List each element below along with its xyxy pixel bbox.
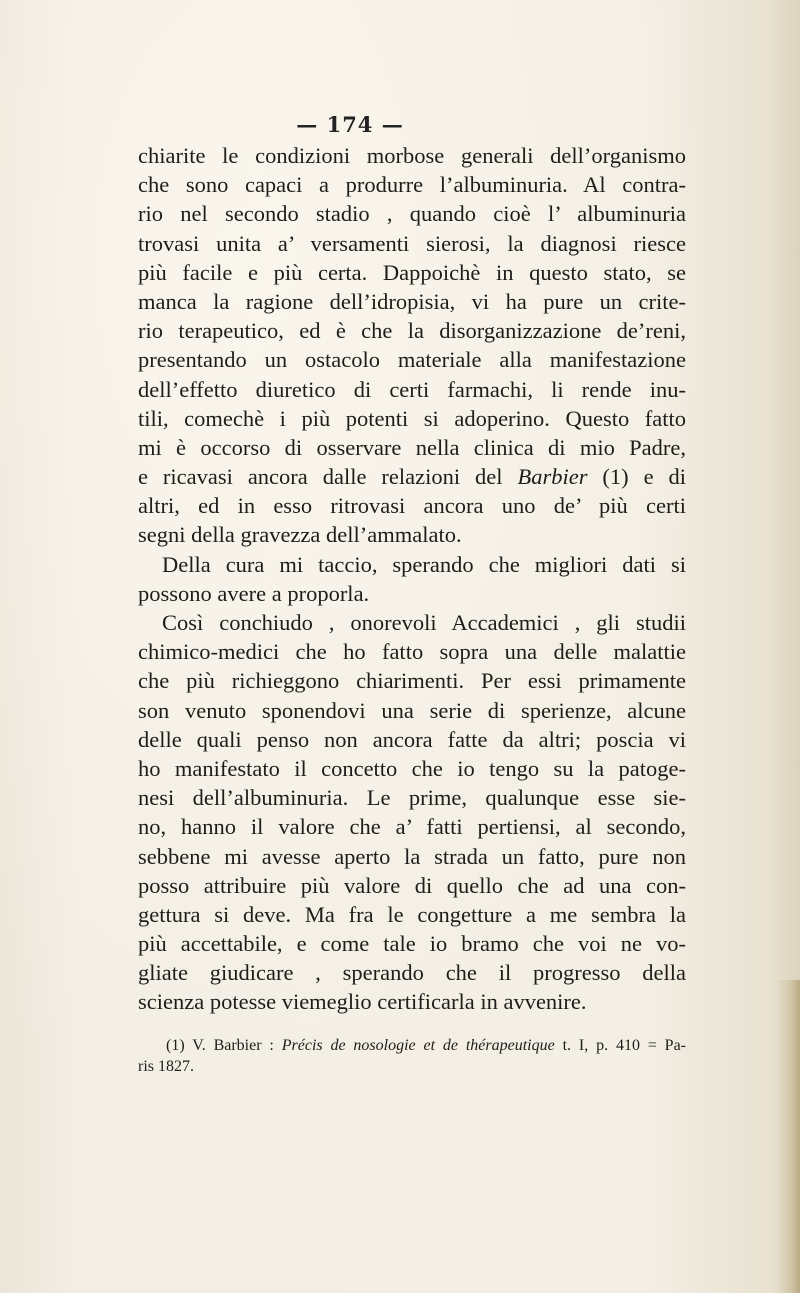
text-line: gettura si deve. Ma fra le congetture a me sembra la [138, 901, 686, 927]
body-text [138, 141, 686, 1017]
footnote-tail: t. I, p. 410 = Pa- [562, 1037, 687, 1054]
text-line: ho manifestato il concetto che io tengo su la patoge- [138, 755, 686, 781]
footnote [138, 1035, 687, 1077]
footnote-title: Précis de nosologie et de thérapeutique [281, 1037, 555, 1054]
page-number: — 174 — [296, 112, 404, 137]
page-edge-stain [776, 980, 800, 1293]
footnote-line [166, 1035, 686, 1056]
text-line: altri, ed in esso ritrovasi ancora uno de’ più certi [138, 493, 686, 519]
footnote-marker: (1) [166, 1037, 185, 1054]
text-line: segni della gravezza dell’ammalato. [138, 522, 462, 548]
cited-author: Barbier [517, 464, 588, 490]
text-line: scienza potesse viemeglio certificarla in avvenire. [138, 989, 587, 1015]
text-line: che sono capaci a produrre l’albuminuria. Al contra- [138, 172, 686, 198]
text-line: più facile e più certa. Dappoichè in questo stato, se [138, 259, 686, 285]
text-line: manca la ragione dell’idropisia, vi ha pure un crite- [138, 288, 686, 314]
text-line: possono avere a proporla. [138, 580, 370, 606]
text-line: nesi dell’albuminuria. Le prime, qualunque esse sie- [138, 785, 686, 811]
text-line: presentando un ostacolo materiale alla manifestazione [138, 347, 686, 373]
footnote-continuation: ris 1827. [138, 1058, 194, 1075]
text-line: Della cura mi taccio, sperando che migliori dati si [162, 551, 686, 577]
text-line: chimico-medici che ho fatto sopra una delle malattie [138, 639, 686, 665]
text-line: che più richieggono chiarimenti. Per essi primamente [138, 668, 686, 694]
text-line: Così conchiudo , onorevoli Accademici , gli studii [162, 610, 686, 635]
text-line: rio nel secondo stadio , quando cioè l’ albuminuria [138, 201, 686, 227]
text-line: rio terapeutico, ed è che la disorganizzazione de’reni, [138, 318, 686, 344]
text-line: posso attribuire più valore di quello che ad una con- [138, 872, 686, 898]
text-line: mi è occorso di osservare nella clinica di mio Padre, [138, 434, 686, 460]
footnote-author: V. Barbier : [192, 1037, 274, 1054]
text-line: più accettabile, e come tale io bramo che voi ne vo- [138, 931, 686, 957]
text-line: no, hanno il valore che a’ fatti pertiensi, al secondo, [138, 814, 686, 840]
text-line-with-citation: e ricavasi ancora dalle relazioni del Barbier (1) e di [138, 464, 686, 490]
text-line: gliate giudicare , sperando che il progresso della [138, 960, 686, 986]
text-line: dell’effetto diuretico di certi farmachi, li rende inu- [138, 376, 686, 402]
text-line: sebbene mi avesse aperto la strada un fatto, pure non [138, 843, 686, 869]
text-line: chiarite le condizioni morbose generali dell’organismo [138, 143, 686, 168]
text-line: delle quali penso non ancora fatte da altri; poscia vi [138, 726, 686, 752]
text-line: son venuto sponendovi una serie di sperienze, alcune [138, 697, 686, 723]
text-line: trovasi unita a’ versamenti sierosi, la diagnosi riesce [138, 230, 686, 256]
text-line: tili, comechè i più potenti si adoperino. Questo fatto [138, 405, 686, 431]
